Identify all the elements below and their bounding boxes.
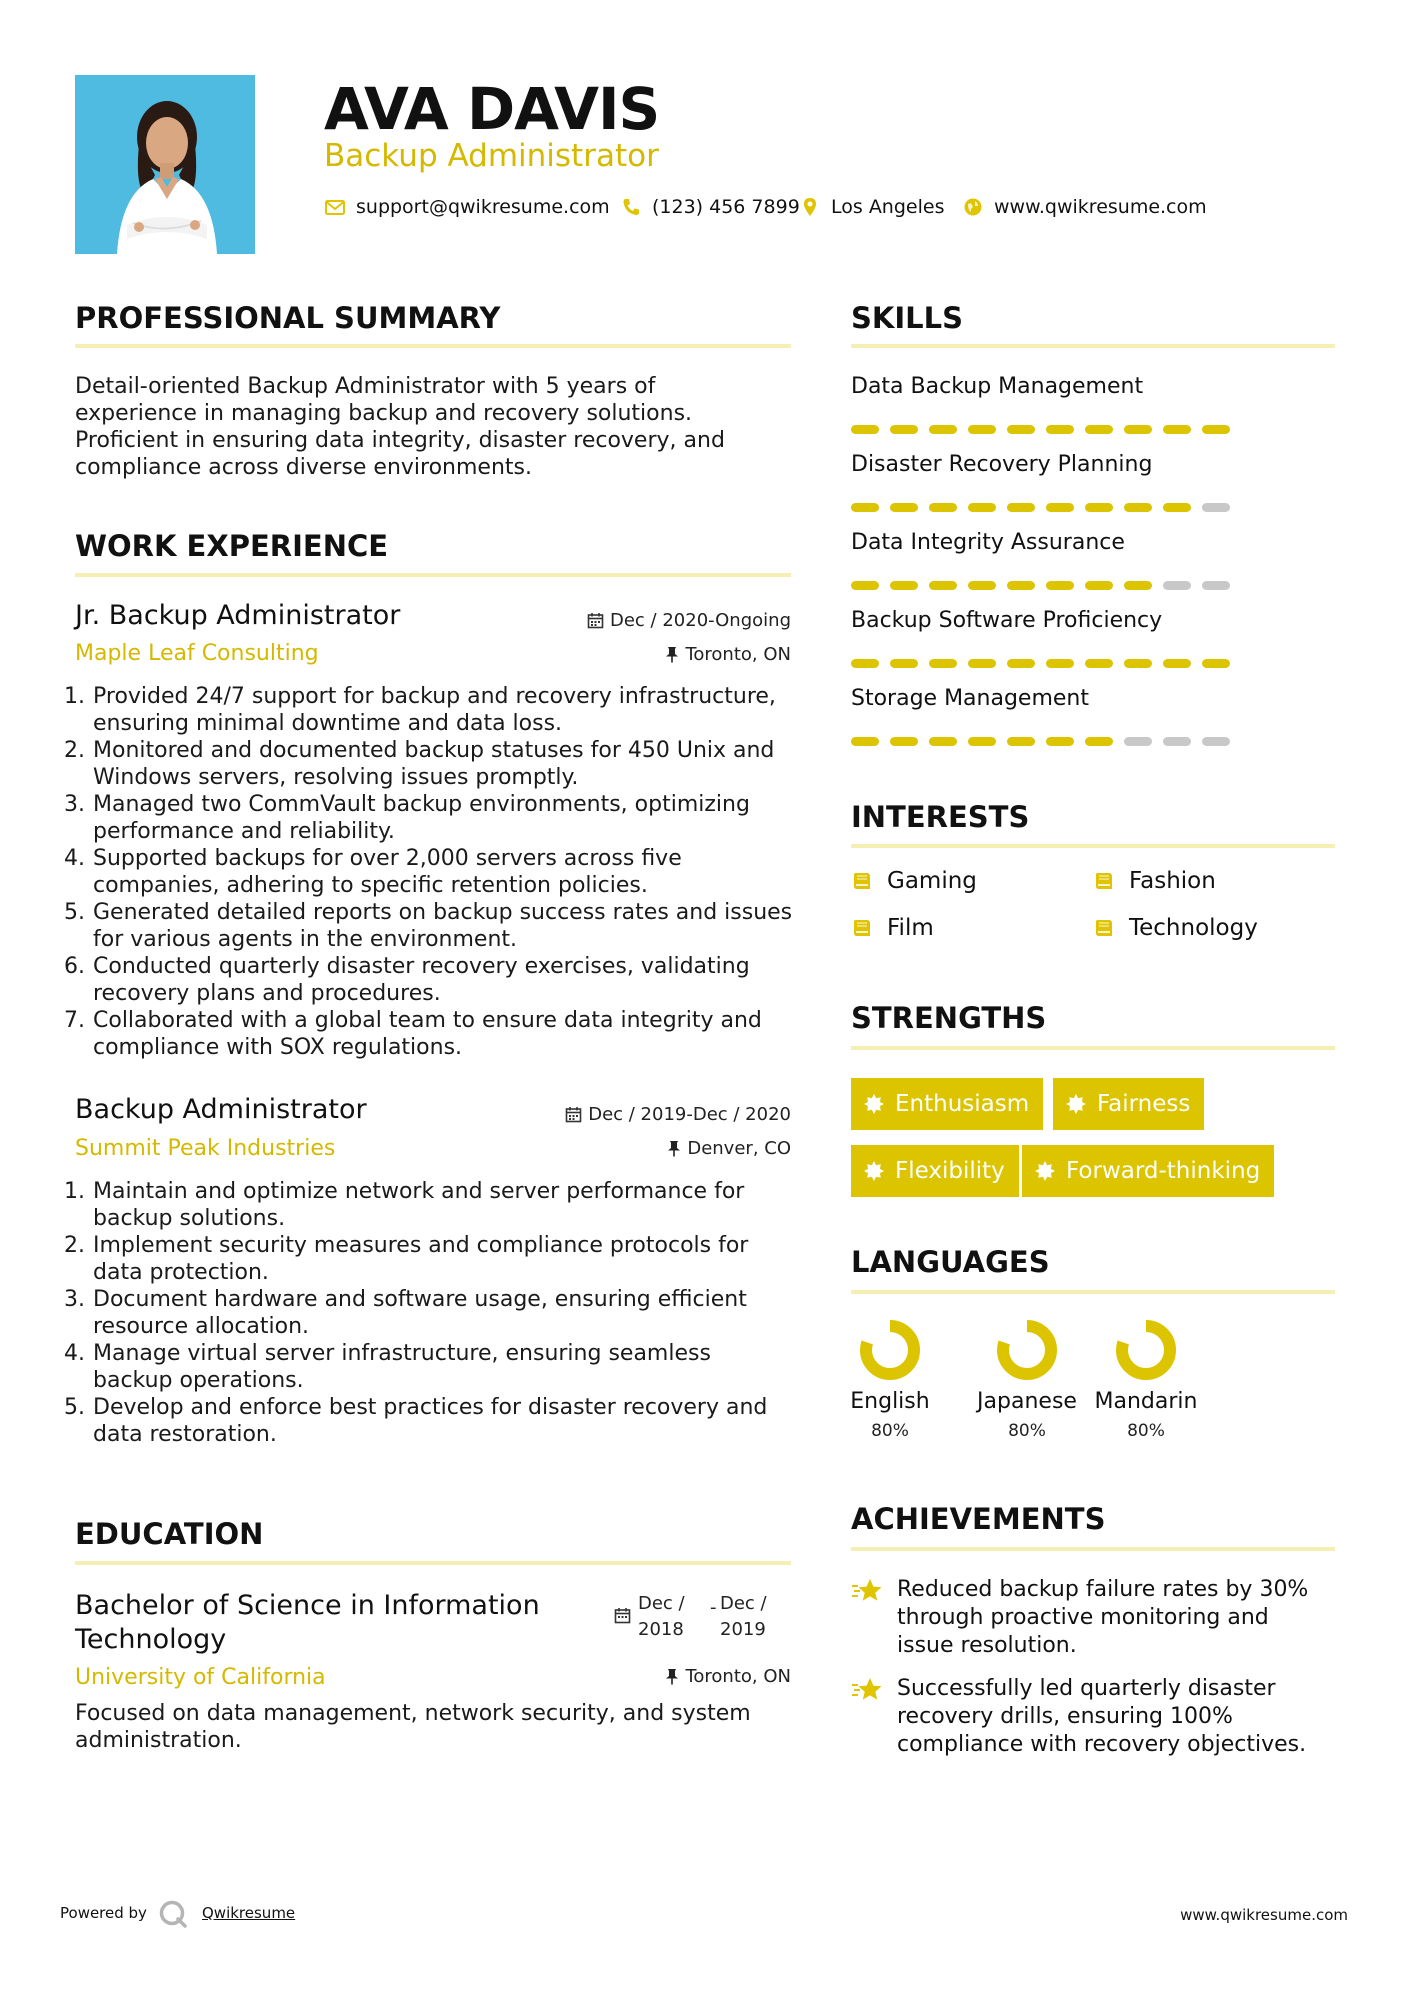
skill-dash-filled — [968, 425, 996, 434]
badge-icon — [863, 1160, 885, 1182]
summary-divider — [75, 344, 791, 348]
star-icon — [851, 1677, 883, 1703]
skill-item — [851, 451, 1331, 529]
job-location-text: Denver, CO — [687, 1138, 791, 1159]
end-year: 2019 — [720, 1619, 766, 1640]
skill-dash-filled — [1202, 425, 1230, 434]
job-dates — [587, 609, 791, 633]
date-dash: - — [710, 1597, 717, 1618]
skill-dash-filled — [1163, 425, 1191, 434]
strength-label: Forward-thinking — [1066, 1158, 1261, 1184]
skill-dash-empty — [1124, 737, 1152, 746]
language-name: Japanese — [977, 1389, 1077, 1414]
skill-dash-filled — [1085, 425, 1113, 434]
degree-title: Bachelor of Science in Information Technology — [75, 1590, 540, 1655]
skill-dash-filled — [929, 581, 957, 590]
contact-website[interactable] — [962, 192, 1207, 222]
phone-icon — [620, 196, 642, 218]
job-location — [665, 643, 791, 667]
language-item — [967, 1318, 1087, 1442]
skill-dash-empty — [1202, 581, 1230, 590]
language-percent: 80% — [871, 1421, 909, 1441]
company-name: Maple Leaf Consulting — [75, 641, 319, 666]
star-icon — [851, 1578, 883, 1604]
strength-chip — [851, 1078, 1043, 1130]
list-item: 2. Monitored and documented backup statuses for 450 Unix and Windows servers, resolving issues promptly. — [92, 737, 795, 791]
contact-phone[interactable] — [620, 192, 800, 222]
job-title: Jr. Backup Administrator — [75, 600, 401, 631]
education-location — [665, 1665, 791, 1689]
skill-level-bar — [851, 503, 1230, 512]
language-item — [830, 1318, 950, 1442]
map-pin-icon — [799, 196, 821, 218]
skills-list — [851, 373, 1331, 763]
skill-dash-filled — [1046, 503, 1074, 512]
skill-dash-filled — [890, 581, 918, 590]
education-location-text: Toronto, ON — [685, 1666, 791, 1687]
skill-dash-filled — [1007, 737, 1035, 746]
job-dates — [565, 1103, 791, 1127]
achievement-text: Reduced backup failure rates by 30% through proactive monitoring and issue resolution. — [897, 1577, 1309, 1658]
list-item: 3. Managed two CommVault backup environments, optimizing performance and reliability. — [92, 791, 795, 845]
skill-item — [851, 685, 1331, 763]
interest-item — [1093, 868, 1216, 894]
language-name: English — [850, 1389, 930, 1414]
list-item: 4. Supported backups for over 2,000 servers across five companies, adhering to specific retention policies. — [92, 845, 795, 899]
list-item: 1. Provided 24/7 support for backup and recovery infrastructure, ensuring minimal downtime and data loss. — [92, 683, 795, 737]
envelope-icon — [324, 196, 346, 218]
skill-name: Data Backup Management — [851, 374, 1144, 399]
skill-dash-filled — [851, 737, 879, 746]
pushpin-icon — [665, 646, 679, 663]
website-text: www.qwikresume.com — [994, 196, 1207, 218]
skill-dash-filled — [890, 737, 918, 746]
company-name: Summit Peak Industries — [75, 1136, 336, 1161]
experience-divider — [75, 573, 791, 577]
job-dates-text: Dec / 2019-Dec / 2020 — [588, 1104, 791, 1125]
skill-dash-filled — [1124, 581, 1152, 590]
school-name: University of California — [75, 1665, 326, 1690]
skill-dash-empty — [1163, 581, 1191, 590]
education-heading: EDUCATION — [75, 1517, 264, 1551]
interest-item — [851, 915, 934, 941]
contact-location — [799, 192, 944, 222]
list-item: 6. Conducted quarterly disaster recovery exercises, validating recovery plans and procedures. — [92, 953, 795, 1007]
skill-dash-filled — [1007, 425, 1035, 434]
summary-heading: PROFESSIONAL SUMMARY — [75, 301, 501, 335]
skill-dash-filled — [968, 737, 996, 746]
skill-dash-filled — [929, 425, 957, 434]
start-year: 2018 — [638, 1619, 684, 1640]
interests-heading: INTERESTS — [851, 800, 1030, 834]
calendar-icon — [565, 1106, 582, 1123]
book-icon — [851, 870, 873, 892]
skill-dash-empty — [1163, 737, 1191, 746]
language-percent: 80% — [1127, 1421, 1165, 1441]
strengths-heading: STRENGTHS — [851, 1001, 1047, 1035]
achievement-item — [851, 1576, 1331, 1660]
language-progress-ring — [995, 1318, 1059, 1382]
skill-level-bar — [851, 659, 1230, 668]
calendar-icon — [614, 1607, 631, 1624]
skill-name: Data Integrity Assurance — [851, 530, 1125, 555]
skill-dash-filled — [968, 659, 996, 668]
skill-dash-filled — [851, 659, 879, 668]
skill-dash-filled — [968, 581, 996, 590]
skill-dash-filled — [1007, 503, 1035, 512]
skill-dash-filled — [1202, 659, 1230, 668]
strength-label: Enthusiasm — [895, 1091, 1030, 1117]
skill-dash-filled — [851, 425, 879, 434]
language-name: Mandarin — [1094, 1389, 1198, 1414]
skill-dash-filled — [929, 503, 957, 512]
candidate-title: Backup Administrator — [324, 138, 659, 174]
interest-label: Technology — [1129, 915, 1258, 941]
skill-level-bar — [851, 737, 1230, 746]
profile-photo — [75, 75, 255, 254]
qwikresume-link[interactable]: Qwikresume — [202, 1904, 296, 1922]
skill-level-bar — [851, 425, 1230, 434]
skill-dash-filled — [890, 425, 918, 434]
language-item — [1086, 1318, 1206, 1442]
calendar-icon — [587, 612, 604, 629]
skill-dash-filled — [968, 503, 996, 512]
strength-chip — [1053, 1078, 1204, 1130]
skill-dash-filled — [851, 581, 879, 590]
skill-dash-filled — [1007, 659, 1035, 668]
badge-icon — [1065, 1093, 1087, 1115]
achievements-heading: ACHIEVEMENTS — [851, 1502, 1106, 1536]
skill-dash-filled — [1163, 503, 1191, 512]
skill-dash-filled — [1046, 581, 1074, 590]
pushpin-icon — [665, 1668, 679, 1685]
skill-dash-filled — [929, 737, 957, 746]
skill-dash-filled — [1124, 503, 1152, 512]
badge-icon — [1034, 1160, 1056, 1182]
skill-item — [851, 607, 1331, 685]
job-bullets — [75, 683, 795, 1061]
interest-label: Gaming — [887, 868, 977, 894]
language-progress-arc — [1122, 1326, 1170, 1374]
skill-dash-filled — [890, 503, 918, 512]
skill-item — [851, 373, 1331, 451]
languages-divider — [851, 1290, 1335, 1294]
language-percent: 80% — [1008, 1421, 1046, 1441]
strength-chip — [1022, 1145, 1274, 1197]
list-item: 1. Maintain and optimize network and server performance for backup solutions. — [92, 1178, 795, 1232]
skill-dash-filled — [1085, 581, 1113, 590]
strength-label: Fairness — [1097, 1091, 1191, 1117]
start-month: Dec / — [638, 1593, 685, 1614]
email-text: support@qwikresume.com — [356, 196, 610, 218]
language-progress-ring — [1114, 1318, 1178, 1382]
language-progress-arc — [866, 1326, 914, 1374]
book-icon — [1093, 870, 1115, 892]
location-text: Los Angeles — [831, 196, 945, 218]
summary-text: Detail-oriented Backup Administrator with 5 years of experience in managing backup and recovery solutions. Proficient in ensuring data integrity, disaster recovery, and compliance across diverse environments. — [75, 374, 725, 480]
interest-label: Fashion — [1129, 868, 1216, 894]
skill-dash-filled — [1163, 659, 1191, 668]
skill-dash-filled — [890, 659, 918, 668]
skills-divider — [851, 344, 1335, 348]
skill-dash-filled — [1046, 425, 1074, 434]
education-divider — [75, 1561, 791, 1565]
job-dates-text: Dec / 2020-Ongoing — [610, 610, 791, 631]
skill-item — [851, 529, 1331, 607]
job-title: Backup Administrator — [75, 1094, 367, 1125]
achievement-item — [851, 1675, 1331, 1759]
phone-text: (123) 456 7899 — [652, 196, 800, 218]
language-progress-arc — [1003, 1326, 1051, 1374]
skill-dash-filled — [1124, 425, 1152, 434]
education-description: Focused on data management, network security, and system administration. — [75, 1701, 751, 1753]
job-location — [667, 1137, 791, 1161]
interests-divider — [851, 844, 1335, 848]
skill-dash-filled — [1085, 503, 1113, 512]
job-location-text: Toronto, ON — [685, 644, 791, 665]
skill-dash-filled — [1046, 659, 1074, 668]
list-item: 5. Generated detailed reports on backup success rates and issues for various agents in the environment. — [92, 899, 795, 953]
badge-icon — [863, 1093, 885, 1115]
skill-dash-filled — [929, 659, 957, 668]
skills-heading: SKILLS — [851, 301, 963, 335]
contact-email[interactable] — [324, 192, 610, 222]
interest-label: Film — [887, 915, 934, 941]
book-icon — [851, 917, 873, 939]
skill-dash-filled — [851, 503, 879, 512]
skill-dash-filled — [1085, 659, 1113, 668]
achievements-divider — [851, 1547, 1335, 1551]
strengths-divider — [851, 1046, 1335, 1050]
qwikresume-logo-icon — [158, 1899, 188, 1929]
language-progress-ring — [858, 1318, 922, 1382]
list-item: 4. Manage virtual server infrastructure, ensuring seamless backup operations. — [92, 1340, 795, 1394]
footer-website[interactable]: www.qwikresume.com — [1180, 1906, 1348, 1924]
end-month: Dec / — [720, 1593, 767, 1614]
skill-dash-filled — [1007, 581, 1035, 590]
strength-chip — [851, 1145, 1019, 1197]
job-bullets — [75, 1178, 795, 1448]
strength-label: Flexibility — [895, 1158, 1005, 1184]
powered-by-label: Powered by — [60, 1904, 147, 1922]
languages-heading: LANGUAGES — [851, 1245, 1050, 1279]
interest-item — [851, 868, 977, 894]
list-item: 2. Implement security measures and compliance protocols for data protection. — [92, 1232, 795, 1286]
globe-icon — [962, 196, 984, 218]
education-dates — [612, 1591, 792, 1645]
skill-dash-empty — [1202, 737, 1230, 746]
skill-dash-empty — [1202, 503, 1230, 512]
list-item: 3. Document hardware and software usage, ensuring efficient resource allocation. — [92, 1286, 795, 1340]
skill-name: Storage Management — [851, 686, 1089, 711]
skill-dash-filled — [1085, 737, 1113, 746]
interest-item — [1093, 915, 1258, 941]
skill-dash-filled — [1046, 737, 1074, 746]
list-item: 7. Collaborated with a global team to ensure data integrity and compliance with SOX regulations. — [92, 1007, 795, 1061]
achievement-text: Successfully led quarterly disaster recovery drills, ensuring 100% compliance with recovery objectives. — [897, 1676, 1307, 1757]
skill-name: Backup Software Proficiency — [851, 608, 1163, 633]
book-icon — [1093, 917, 1115, 939]
skill-level-bar — [851, 581, 1230, 590]
skill-name: Disaster Recovery Planning — [851, 452, 1153, 477]
list-item: 5. Develop and enforce best practices for disaster recovery and data restoration. — [92, 1394, 795, 1448]
candidate-name: AVA DAVIS — [324, 75, 660, 143]
pushpin-icon — [667, 1140, 681, 1157]
experience-heading: WORK EXPERIENCE — [75, 529, 389, 563]
skill-dash-filled — [1124, 659, 1152, 668]
